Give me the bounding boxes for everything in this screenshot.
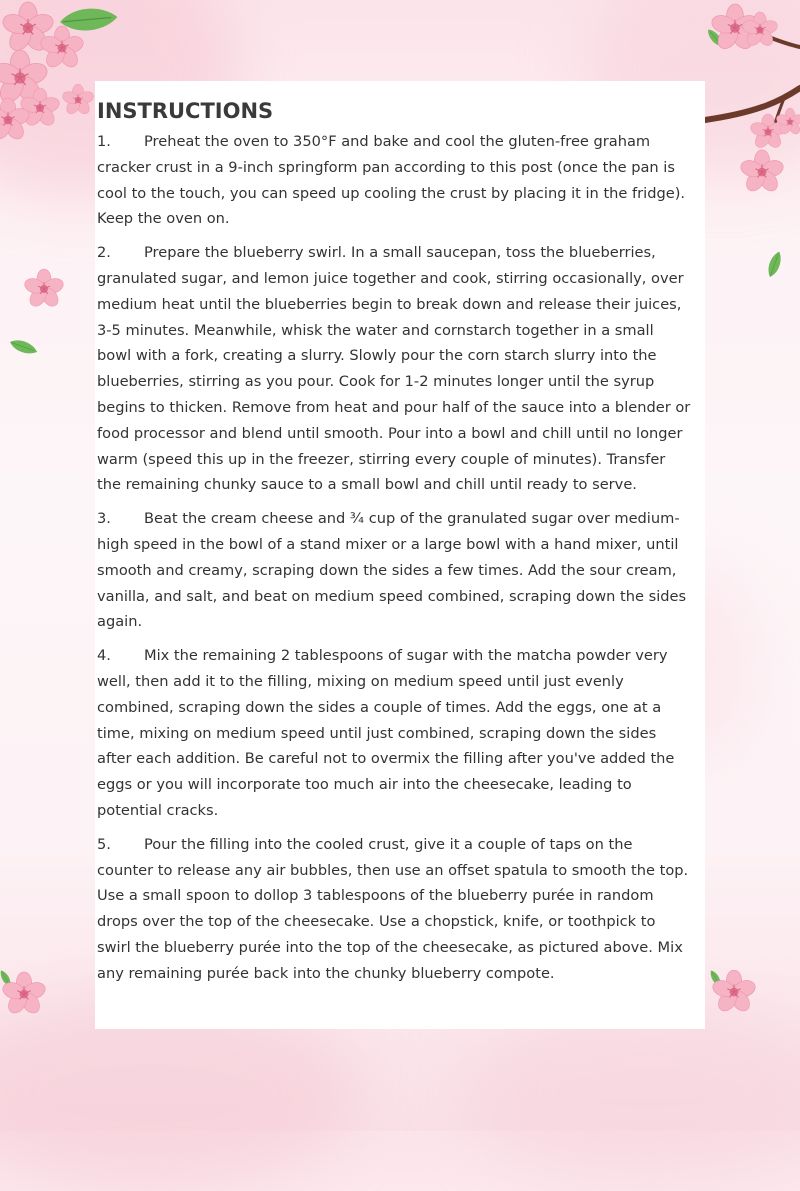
step-text: Mix the remaining 2 tablespoons of sugar with the matcha powder very well, then add it to the filling, mixing on medium speed until just evenly combined, scraping down the sides a couple of times. Add the eggs, one at a time, mixing on medium speed until just combined, scraping down the sides after each addition. Be careful not to overmix the filling after you've added the eggs or you will incorporate too much air into the cheesecake, leading to potential cracks. [97, 647, 675, 819]
step-number: 4. [97, 647, 111, 665]
step-number: 1. [97, 133, 111, 150]
instruction-step [97, 240, 705, 498]
leaf-icon [8, 334, 48, 356]
cherry-blossom-icon [708, 970, 764, 1018]
cherry-blossom-icon [60, 82, 96, 118]
step-text: Beat the cream cheese and ¾ cup of the granulated sugar over medium-high speed in the bowl of a stand mixer or a large bowl with a hand mixer, until smooth and creamy, scraping down the sides a few times. Add the sour cream, vanilla, and salt, and beat on medium speed combined, scraping down the sides again. [97, 510, 687, 631]
cherry-blossom-icon [20, 265, 68, 313]
leaf-icon [762, 245, 788, 281]
step-number: 5. [97, 835, 111, 853]
step-number: 2. [97, 244, 111, 262]
instruction-step [97, 129, 705, 232]
instruction-step [97, 506, 705, 635]
step-text: Prepare the blueberry swirl. In a small saucepan, toss the blueberries, granulated sugar, and lemon juice together and cook, stirring occasionally, over medium heat until the blueberries begin to break down and release their juices, 3-5 minutes. Meanwhile, whisk the water and cornstarch together in a small bowl with a fork, creating a slurry. Slowly pour the corn starch slurry into the blueberries, stirring as you pour. Cook for 1-2 minutes longer until the syrup begins to thicken. Remove from heat and pour half of the sauce into a blender or food processor and blend until smooth. Pour into a bowl and chill until no longer warm (speed this up in the freezer, stirring every couple of minutes). Transfer the remaining chunky sauce to a small bowl and chill until ready to serve. [97, 244, 691, 494]
instruction-step [97, 832, 705, 987]
branch-icon [690, 0, 800, 200]
step-number: 3. [97, 510, 111, 528]
cherry-blossom-icon [0, 968, 48, 1016]
step-text: Preheat the oven to 350°F and bake and cool the gluten-free graham cracker crust in a 9-inch springform pan according to this post (once the pan is cool to the touch, you can speed up cooling the crust by placing it in the fridge). Keep the oven on. [97, 133, 686, 228]
page-title: INSTRUCTIONS [97, 99, 274, 123]
step-text: Pour the filling into the cooled crust, give it a couple of taps on the counter to release any air bubbles, then use an offset spatula to smooth the top. Use a small spoon to dollop 3 tablespoons of the blueberry purée in random drops over the top of the cheesecake. Use a chopstick, knife, or toothpick to swirl the blueberry purée into the top of the cheesecake, as pictured above. Mix any remaining purée back into the chunky blueberry compote. [97, 835, 689, 982]
instructions-panel [95, 81, 705, 1029]
instruction-step [97, 643, 705, 824]
